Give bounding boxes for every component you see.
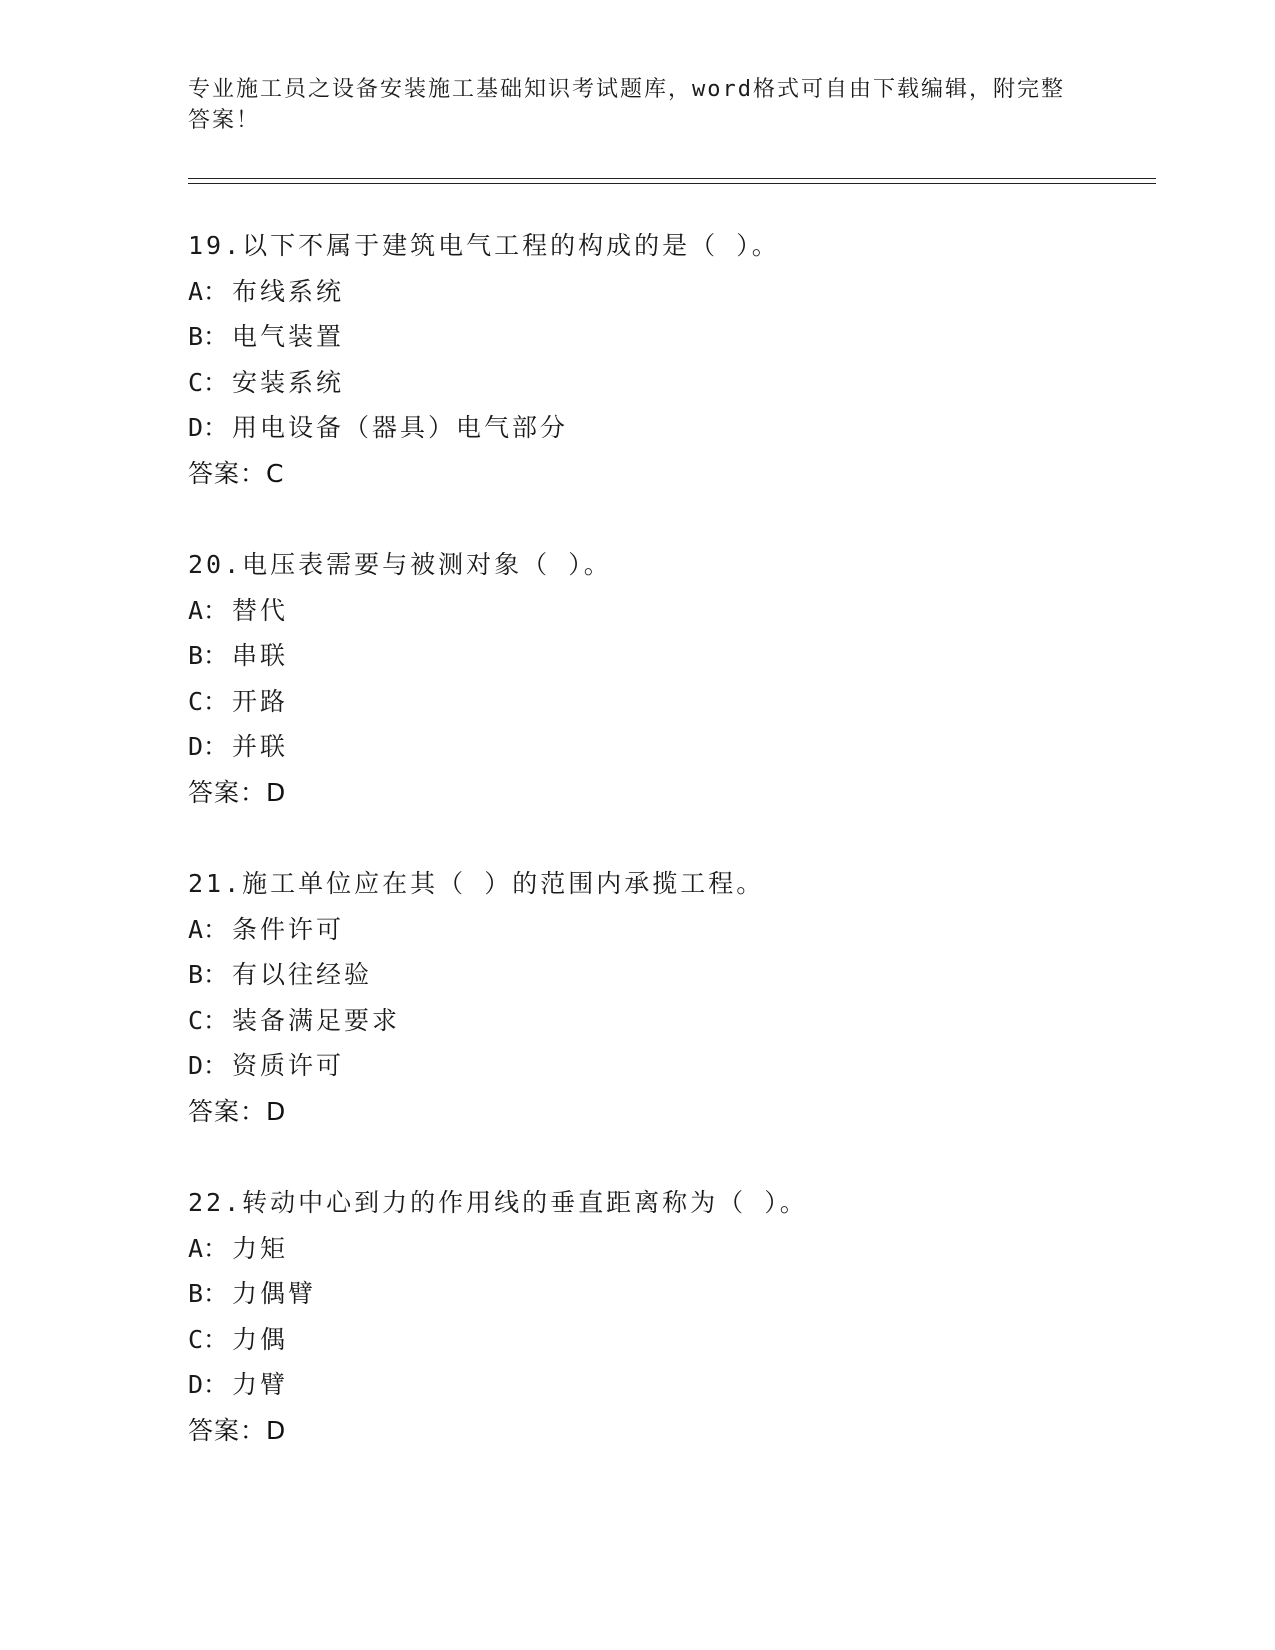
question-20 xyxy=(188,542,1156,815)
question-stem: 19.以下不属于建筑电气工程的构成的是（ ）。 xyxy=(188,231,780,260)
header-rule-bottom xyxy=(188,183,1156,184)
option-text: 力臂 xyxy=(232,1370,289,1399)
option-a xyxy=(188,588,1156,634)
question-stem: 20.电压表需要与被测对象（ ）。 xyxy=(188,550,612,579)
question-22 xyxy=(188,1180,1156,1453)
option-a xyxy=(188,269,1156,315)
option-text: 用电设备（器具）电气部分 xyxy=(232,413,569,442)
option-text: 力矩 xyxy=(232,1233,289,1263)
question-21 xyxy=(188,861,1156,1134)
option-text: 资质许可 xyxy=(232,1051,345,1080)
option-key: A： xyxy=(188,276,229,306)
option-text: 力偶 xyxy=(232,1324,289,1354)
option-text: 装备满足要求 xyxy=(232,1005,401,1035)
option-key: C： xyxy=(188,1005,229,1035)
option-b xyxy=(188,633,1156,679)
question-19 xyxy=(188,223,1156,496)
option-text: 安装系统 xyxy=(232,367,345,397)
option-text: 并联 xyxy=(232,732,289,761)
option-text: 有以往经验 xyxy=(232,960,373,989)
option-text: 替代 xyxy=(232,595,289,625)
option-key: B： xyxy=(188,960,229,989)
option-d xyxy=(188,724,1156,770)
option-key: A： xyxy=(188,914,229,944)
header-rule-top xyxy=(188,178,1156,179)
option-d xyxy=(188,405,1156,451)
option-a xyxy=(188,1226,1156,1272)
option-key: C： xyxy=(188,367,229,397)
option-key: B： xyxy=(188,641,229,670)
option-key: A： xyxy=(188,1233,229,1263)
option-key: D： xyxy=(188,413,229,442)
answer-line: 答案：D xyxy=(188,777,287,807)
option-key: B： xyxy=(188,1279,229,1308)
option-c xyxy=(188,1317,1156,1363)
option-text: 条件许可 xyxy=(232,914,345,944)
option-c xyxy=(188,998,1156,1044)
option-b xyxy=(188,952,1156,998)
option-key: B： xyxy=(188,322,229,351)
option-text: 开路 xyxy=(232,686,289,716)
question-stem: 22.转动中心到力的作用线的垂直距离称为（ ）。 xyxy=(188,1188,808,1217)
option-d xyxy=(188,1043,1156,1089)
option-key: D： xyxy=(188,1051,229,1080)
option-key: A： xyxy=(188,595,229,625)
question-stem: 21.施工单位应在其（ ）的范围内承揽工程。 xyxy=(188,869,765,898)
option-c xyxy=(188,360,1156,406)
document-header: 专业施工员之设备安装施工基础知识考试题库，word格式可自由下载编辑，附完整答案！ xyxy=(188,77,1065,133)
answer-line: 答案：D xyxy=(188,1415,287,1445)
option-d xyxy=(188,1362,1156,1408)
option-a xyxy=(188,907,1156,953)
option-key: D： xyxy=(188,1370,229,1399)
option-key: C： xyxy=(188,1324,229,1354)
option-b xyxy=(188,314,1156,360)
option-key: D： xyxy=(188,732,229,761)
option-text: 串联 xyxy=(232,641,289,670)
option-b xyxy=(188,1271,1156,1317)
option-text: 布线系统 xyxy=(232,276,345,306)
answer-line: 答案：C xyxy=(188,458,285,488)
option-text: 电气装置 xyxy=(232,322,345,351)
option-text: 力偶臂 xyxy=(232,1279,317,1308)
option-c xyxy=(188,679,1156,725)
option-key: C： xyxy=(188,686,229,716)
answer-line: 答案：D xyxy=(188,1096,287,1126)
